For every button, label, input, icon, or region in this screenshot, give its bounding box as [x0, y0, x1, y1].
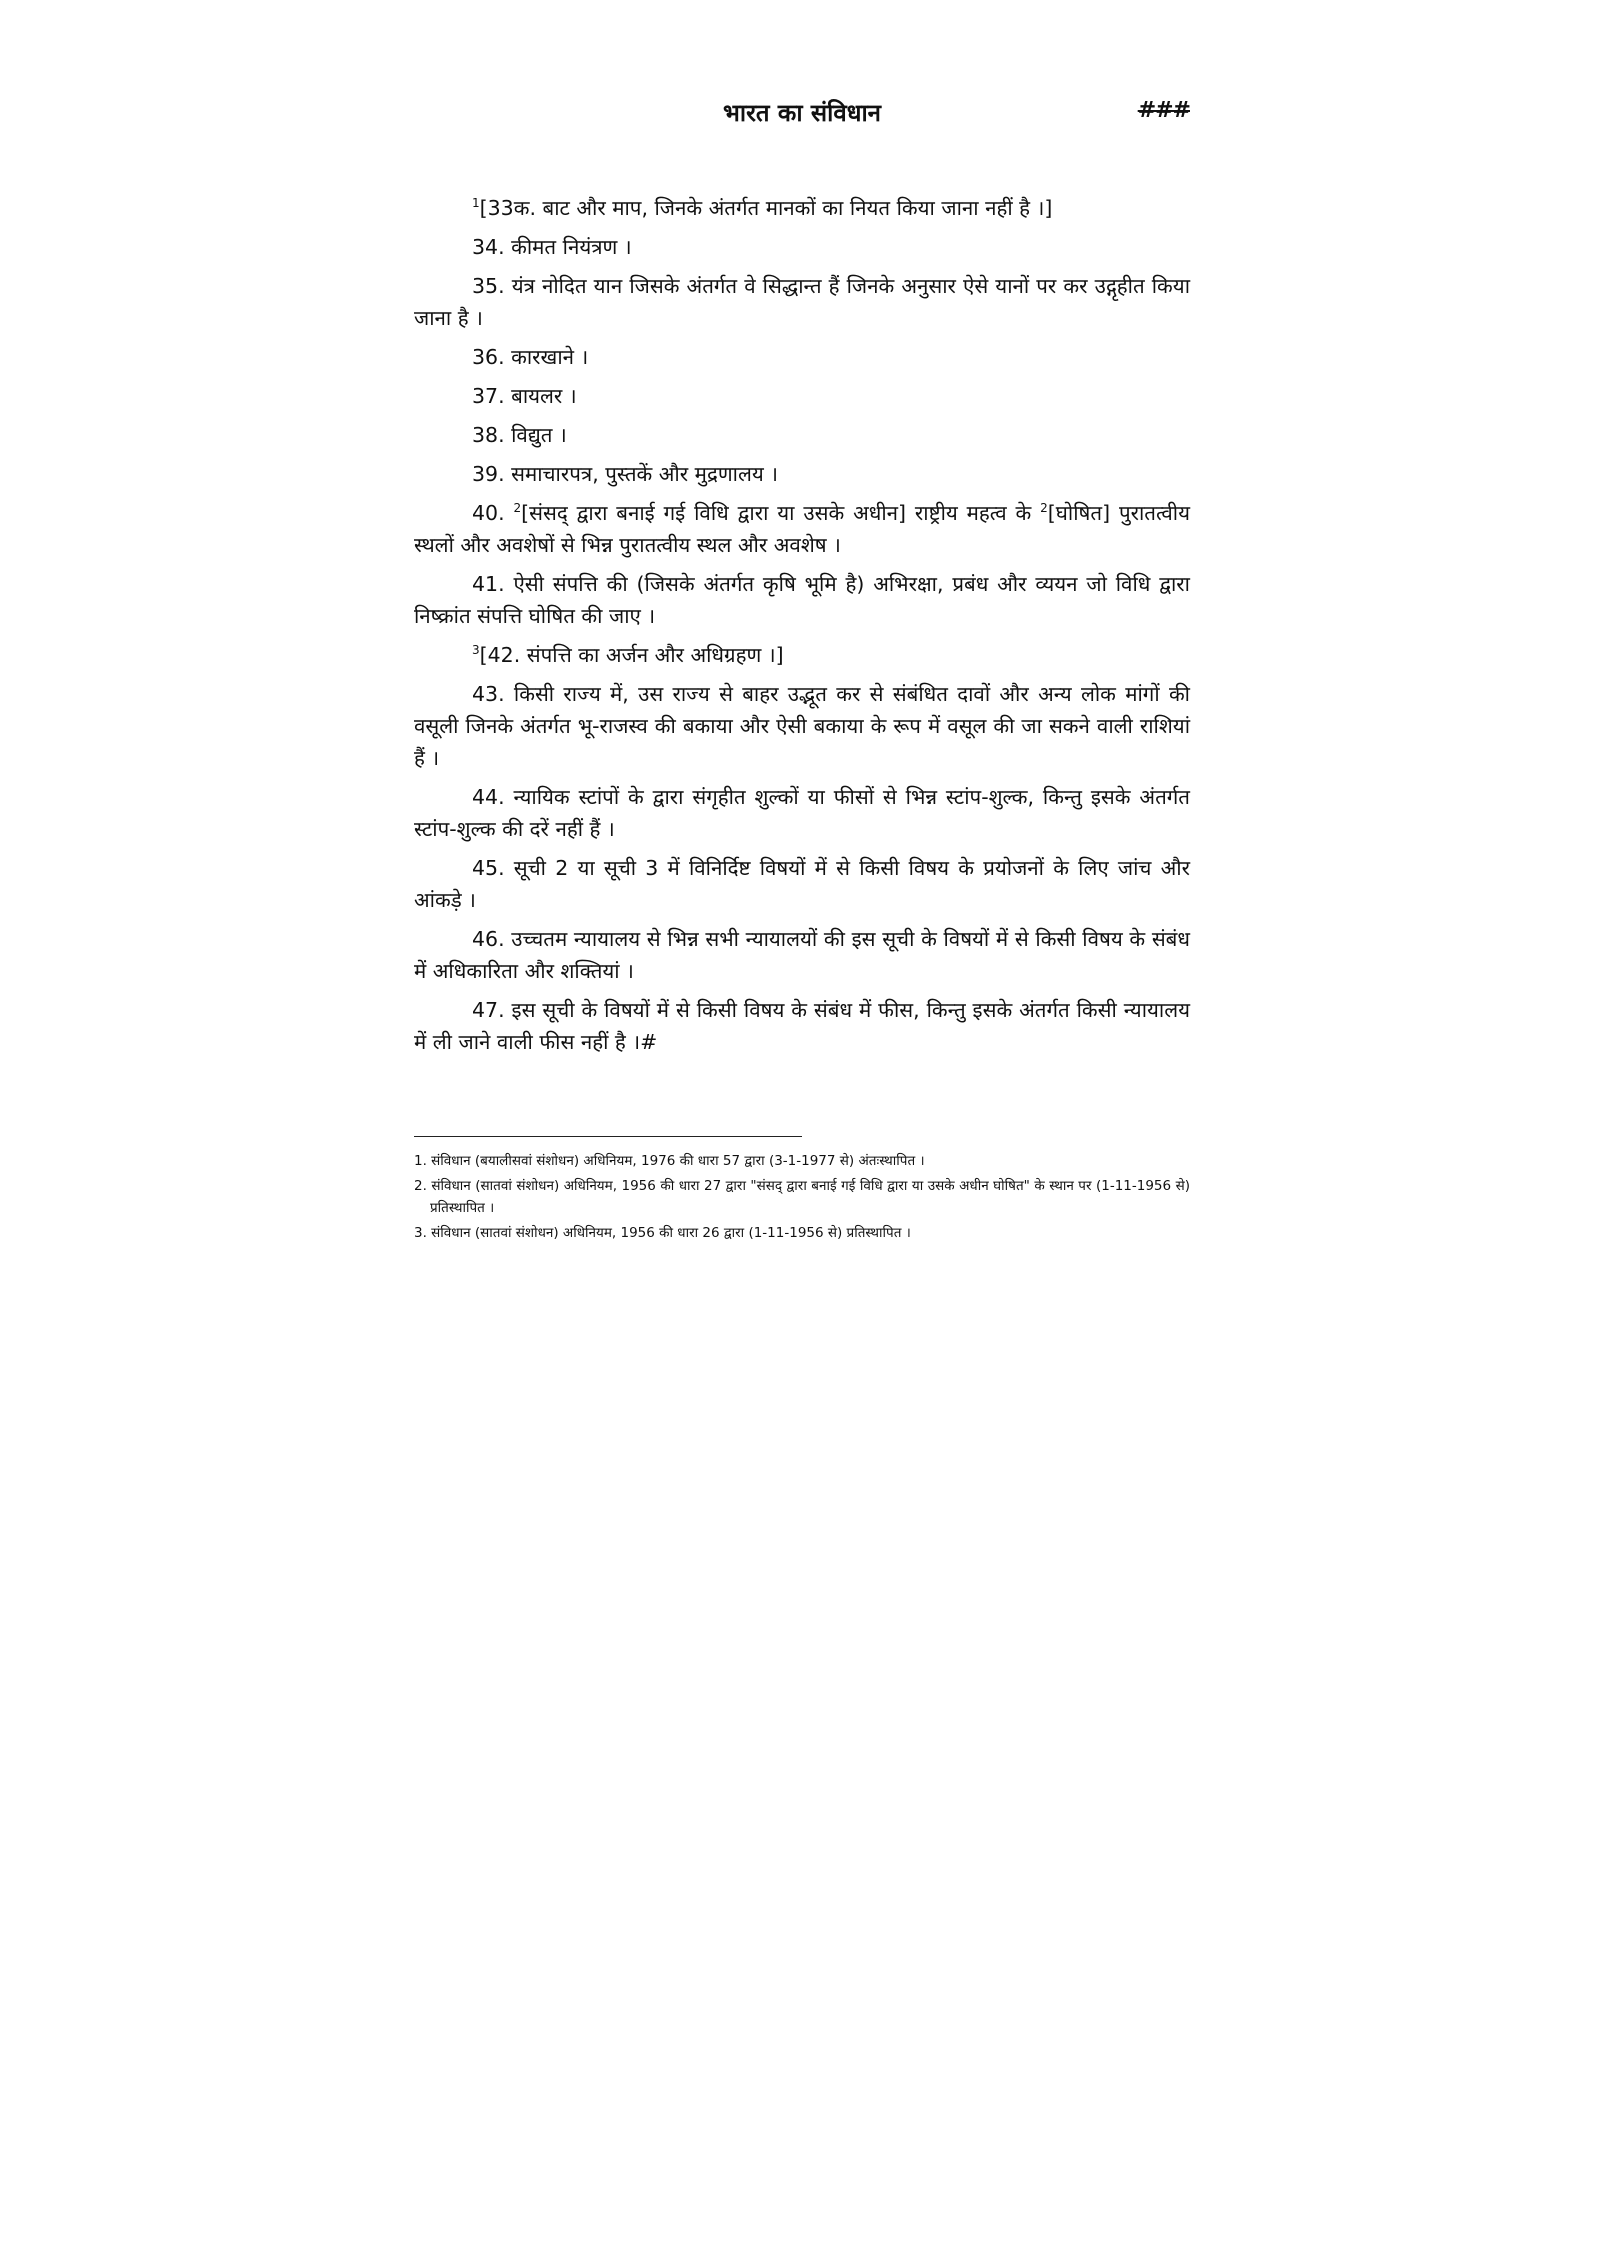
- entry-33a: [414, 192, 1190, 224]
- entry-text: 44. न्यायिक स्टांपों के द्वारा संगृहीत शुल्कों या फीसों से भिन्न स्टांप-शुल्क, किन्तु इसके अंतर्गत स्टांप-शुल्क की दरें नहीं हैं ।: [414, 785, 1190, 841]
- entry-text: 43. किसी राज्य में, उस राज्य से बाहर उद्भूत कर से संबंधित दावों और अन्य लोक मांगों की वसूली जिनके अंतर्गत भू-राजस्व की बकाया और ऐसी बकाया के रूप में वसूल की जा सकने वाली राशियां हैं ।: [414, 682, 1190, 770]
- entry-44: [414, 781, 1190, 845]
- footnote-1: 1. संविधान (बयालीसवां संशोधन) अधिनियम, 1976 की धारा 57 द्वारा (3-1-1977 से) अंतःस्थापित ।: [414, 1153, 925, 1169]
- entry-text: 45. सूची 2 या सूची 3 में विनिर्दिष्ट विषयों में से किसी विषय के प्रयोजनों के लिए जांच और आंकड़े ।: [414, 856, 1190, 912]
- entry-text: [42. संपत्ति का अर्जन और अधिग्रहण ।]: [479, 643, 784, 667]
- entry-45: [414, 852, 1190, 916]
- entry-text: 46. उच्चतम न्यायालय से भिन्न सभी न्यायालयों की इस सूची के विषयों में से किसी विषय के संबंध में अधिकारिता और शक्तियां ।: [414, 927, 1190, 983]
- footnote-ref: 3: [472, 643, 480, 658]
- footnote-2: 2. संविधान (सातवां संशोधन) अधिनियम, 1956 की धारा 27 द्वारा "संसद् द्वारा बनाई गई विधि द्वारा या उसके अधीन घोषित" के स्थान पर (1-11-1956 से) प्रतिस्थापित ।: [414, 1178, 1190, 1216]
- entry-47: [414, 994, 1190, 1058]
- entry-40: [414, 497, 1190, 561]
- entry-43: [414, 678, 1190, 774]
- footnote-divider: [414, 1136, 802, 1137]
- entry-text: 47. इस सूची के विषयों में से किसी विषय के संबंध में फीस, किन्तु इसके अंतर्गत किसी न्यायालय में ली जाने वाली फीस नहीं है ।#: [414, 998, 1190, 1054]
- entry-35: [414, 270, 1190, 334]
- entry-text: 40.: [472, 501, 514, 525]
- page-number: ###: [1137, 98, 1190, 123]
- page-header: [414, 96, 1190, 136]
- entry-37: [414, 380, 1190, 412]
- footnotes: [414, 1150, 1190, 1247]
- entry-39: [414, 458, 1190, 490]
- page-title: भारत का संविधान: [722, 99, 882, 127]
- entry-text: [संसद् द्वारा बनाई गई विधि द्वारा या उसके अधीन] राष्ट्रीय महत्व के: [521, 501, 1041, 525]
- entry-41: [414, 568, 1190, 632]
- footnote-ref: 2: [513, 501, 522, 516]
- entry-text: [33क. बाट और माप, जिनके अंतर्गत मानकों का नियत किया जाना नहीं है ।]: [479, 196, 1053, 220]
- footnote-ref: 1: [472, 196, 480, 211]
- footnote-ref: 2: [1040, 501, 1048, 516]
- entry-text: 37. बायलर ।: [472, 384, 577, 408]
- entry-42: [414, 639, 1190, 671]
- entry-text: 39. समाचारपत्र, पुस्तकें और मुद्रणालय ।: [472, 462, 779, 486]
- entry-36: [414, 341, 1190, 373]
- entry-text: [घोषित] पुरातत्वीय स्थलों और अवशेषों से भिन्न पुरातत्वीय स्थल और अवशेष ।: [414, 501, 1190, 557]
- entry-46: [414, 923, 1190, 987]
- entry-38: [414, 419, 1190, 451]
- schedule-entries: [414, 192, 1190, 1065]
- entry-text: 38. विद्युत ।: [472, 423, 567, 447]
- entry-text: 36. कारखाने ।: [472, 345, 589, 369]
- entry-text: 41. ऐसी संपत्ति की (जिसके अंतर्गत कृषि भूमि है) अभिरक्षा, प्रबंध और व्ययन जो विधि द्वारा निष्क्रांत संपत्ति घोषित की जाए ।: [414, 572, 1190, 628]
- entry-text: 35. यंत्र नोदित यान जिसके अंतर्गत वे सिद्धान्त हैं जिनके अनुसार ऐसे यानों पर कर उद्गृहीत किया जाना है ।: [414, 274, 1190, 330]
- entry-text: 34. कीमत नियंत्रण ।: [472, 235, 632, 259]
- footnote-3: 3. संविधान (सातवां संशोधन) अधिनियम, 1956 की धारा 26 द्वारा (1-11-1956 से) प्रतिस्थापित ।: [414, 1225, 911, 1241]
- entry-34: [414, 231, 1190, 263]
